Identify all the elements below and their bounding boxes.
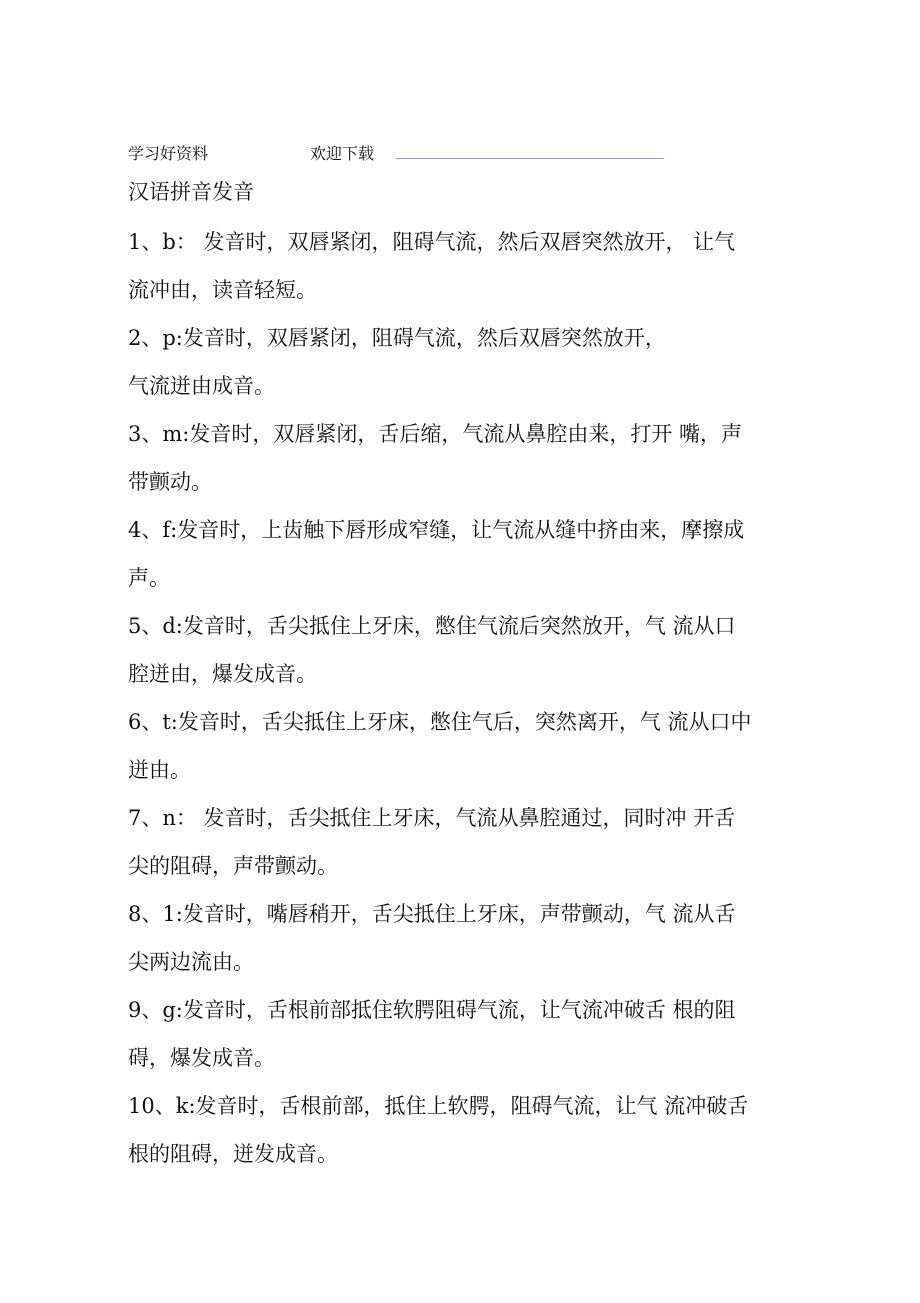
header-rule (396, 158, 664, 159)
item-line: 尖的阻碍，声带颤动。 (128, 854, 338, 878)
item-line: 碍，爆发成音。 (128, 1046, 275, 1070)
list-item (128, 698, 773, 794)
item-line: 3、m:发音时，双唇紧闭，舌后缩，气流从鼻腔由来，打开 嘴，声 (128, 422, 743, 446)
item-line: 气流迸由成音。 (128, 374, 275, 398)
item-line: 2、p:发音时，双唇紧闭，阻碍气流，然后双唇突然放开， (128, 326, 666, 350)
item-line: 7、n： 发音时，舌尖抵住上牙床，气流从鼻腔通过，同时冲 开舌 (128, 806, 736, 830)
item-line: 5、d:发音时，舌尖抵住上牙床，憋住气流后突然放开，气 流从口 (128, 614, 736, 638)
page-header (128, 141, 688, 165)
item-line: 腔迸由，爆发成音。 (128, 662, 317, 686)
list-item (128, 794, 773, 890)
item-line: 根的阻碍，迸发成音。 (128, 1142, 338, 1166)
document-title: 汉语拼音发音 (128, 180, 254, 204)
list-item (128, 218, 773, 314)
item-line: 迸由。 (128, 758, 191, 782)
item-line: 尖两边流由。 (128, 950, 254, 974)
item-line: 8、1:发音时，嘴唇稍开，舌尖抵住上牙床，声带颤动，气 流从舌 (128, 902, 736, 926)
list-item (128, 602, 773, 698)
item-line: 流冲由，读音轻短。 (128, 278, 317, 302)
list-item (128, 890, 773, 986)
list-item (128, 314, 773, 410)
list-item (128, 506, 773, 602)
list-item (128, 986, 773, 1082)
list-item (128, 1082, 773, 1178)
item-line: 10、k:发音时，舌根前部，抵住上软腭，阻碍气流，让气 流冲破舌 (128, 1094, 749, 1118)
item-line: 1、b： 发音时，双唇紧闭，阻碍气流，然后双唇突然放开， 让气 (128, 230, 736, 254)
item-line: 声。 (128, 566, 170, 590)
list-item (128, 410, 773, 506)
item-line: 6、t:发音时，舌尖抵住上牙床，憋住气后，突然离开，气 流从口中 (128, 710, 752, 734)
header-right-text: 欢迎下载 (310, 144, 375, 163)
document-body (128, 218, 778, 1178)
item-line: 4、f:发音时，上齿触下唇形成窄缝，让气流从缝中挤由来，摩擦成 (128, 518, 745, 542)
item-line: 带颤动。 (128, 470, 212, 494)
item-line: 9、g:发音时，舌根前部抵住软腭阻碍气流，让气流冲破舌 根的阻 (128, 998, 736, 1022)
header-left-text: 学习好资料 (128, 144, 209, 163)
